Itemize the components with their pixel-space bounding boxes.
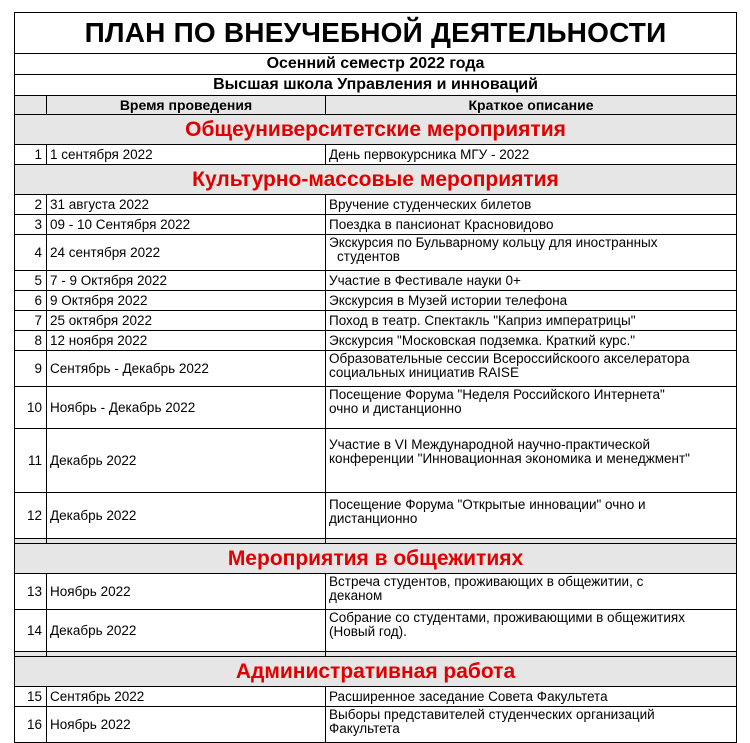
row-time: 31 августа 2022	[47, 195, 326, 215]
activity-plan-document	[14, 12, 736, 743]
row-number: 13	[15, 574, 47, 610]
row-number: 4	[15, 235, 47, 271]
row-number: 3	[15, 215, 47, 235]
row-description: Экскурсия в Музей истории телефона	[326, 291, 737, 311]
table-row	[15, 331, 737, 351]
row-description: Собрание со студентами, проживающими в общежитиях (Новый год).	[326, 610, 737, 652]
row-time: 09 - 10 Сентября 2022	[47, 215, 326, 235]
row-number: 10	[15, 387, 47, 429]
row-number: 15	[15, 687, 47, 707]
row-description: Выборы представителей студенческих организаций Факультета	[326, 707, 737, 743]
row-description: Расширенное заседание Совета Факультета	[326, 687, 737, 707]
row-time: Декабрь 2022	[47, 429, 326, 493]
table-row	[15, 707, 737, 743]
row-description: Поездка в пансионат Красновидово	[326, 215, 737, 235]
table-row	[15, 145, 737, 165]
table-row	[15, 493, 737, 539]
row-number: 12	[15, 493, 47, 539]
row-time: Сентябрь - Декабрь 2022	[47, 351, 326, 387]
row-time: 9 Октября 2022	[47, 291, 326, 311]
table-row	[15, 291, 737, 311]
row-time: 1 сентября 2022	[47, 145, 326, 165]
row-number: 6	[15, 291, 47, 311]
row-description: Посещение Форума "Неделя Российского Интернета" очно и дистанционно	[326, 387, 737, 429]
row-time: Ноябрь - Декабрь 2022	[47, 387, 326, 429]
table-row	[15, 387, 737, 429]
activity-plan-table	[14, 12, 737, 743]
row-number: 2	[15, 195, 47, 215]
table-row	[15, 235, 737, 271]
table-row	[15, 610, 737, 652]
row-description: День первокурсника МГУ - 2022	[326, 145, 737, 165]
row-time: 7 - 9 Октября 2022	[47, 271, 326, 291]
row-time: Ноябрь 2022	[47, 707, 326, 743]
column-header-description: Краткое описание	[326, 96, 737, 115]
row-description: Экскурсия "Московская подземка. Краткий курс."	[326, 331, 737, 351]
row-description: Экскурсия по Бульварному кольцу для иностранных студентов	[326, 235, 737, 271]
school-label: Высшая школа Управления и инноваций	[15, 75, 737, 96]
column-header-row	[15, 96, 737, 115]
row-time: Сентябрь 2022	[47, 687, 326, 707]
table-row	[15, 215, 737, 235]
row-number: 11	[15, 429, 47, 493]
column-header-number	[15, 96, 47, 115]
row-time: Декабрь 2022	[47, 610, 326, 652]
table-row	[15, 351, 737, 387]
row-number: 8	[15, 331, 47, 351]
row-number: 16	[15, 707, 47, 743]
row-description: Посещение Форума "Открытые инновации" очно и дистанционно	[326, 493, 737, 539]
row-time: 25 октября 2022	[47, 311, 326, 331]
row-description: Участие в VI Международной научно-практической конференции "Инновационная экономика и менеджмент"	[326, 429, 737, 493]
table-row	[15, 271, 737, 291]
row-description: Участие в Фестивале науки 0+	[326, 271, 737, 291]
section-header: Общеуниверситетские мероприятия	[15, 115, 737, 145]
section-header: Административная работа	[15, 657, 737, 687]
row-number: 14	[15, 610, 47, 652]
table-row	[15, 429, 737, 493]
section-header: Культурно-массовые мероприятия	[15, 165, 737, 195]
table-row	[15, 687, 737, 707]
semester-label: Осенний семестр 2022 года	[15, 54, 737, 75]
row-description: Встреча студентов, проживающих в общежитии, с деканом	[326, 574, 737, 610]
document-title: ПЛАН ПО ВНЕУЧЕБНОЙ ДЕЯТЕЛЬНОСТИ	[15, 13, 737, 54]
table-row	[15, 311, 737, 331]
row-time: 24 сентября 2022	[47, 235, 326, 271]
row-number: 7	[15, 311, 47, 331]
row-number: 9	[15, 351, 47, 387]
table-row	[15, 574, 737, 610]
row-number: 1	[15, 145, 47, 165]
row-description: Поход в театр. Спектакль "Каприз императрицы"	[326, 311, 737, 331]
row-description: Вручение студенческих билетов	[326, 195, 737, 215]
table-row	[15, 195, 737, 215]
row-time: Декабрь 2022	[47, 493, 326, 539]
row-time: Ноябрь 2022	[47, 574, 326, 610]
section-header: Мероприятия в общежитиях	[15, 544, 737, 574]
row-description: Образовательные сессии Всероссийскоого акселератора социальных инициатив RAISE	[326, 351, 737, 387]
row-number: 5	[15, 271, 47, 291]
column-header-time: Время проведения	[47, 96, 326, 115]
row-time: 12 ноября 2022	[47, 331, 326, 351]
